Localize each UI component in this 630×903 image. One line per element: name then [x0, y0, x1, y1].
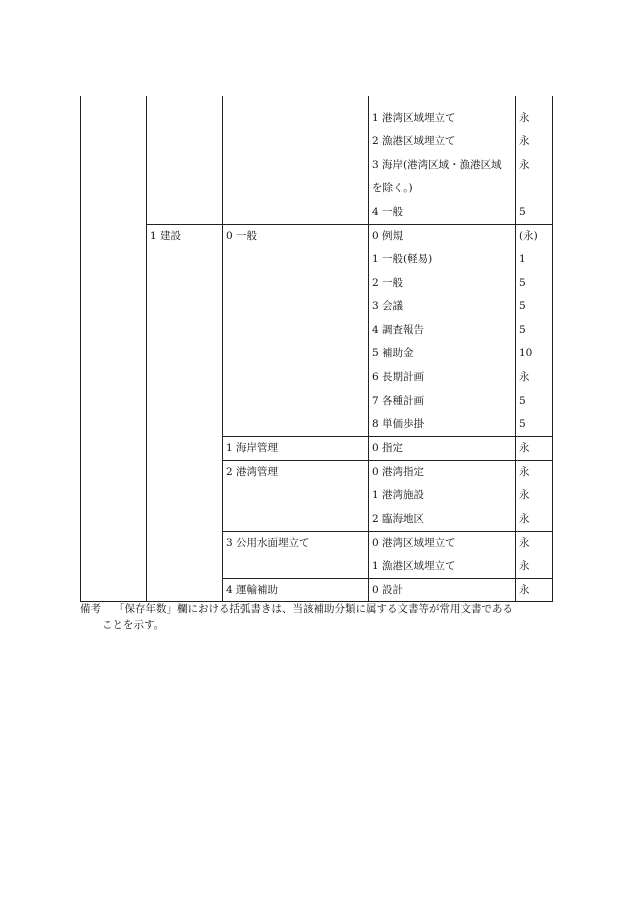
table-row [81, 272, 553, 296]
cell-c3 [223, 342, 369, 366]
cell-c3 [223, 96, 369, 107]
cell-c4 [369, 224, 516, 248]
cell-c4 [369, 107, 516, 131]
cell-c4 [369, 413, 516, 437]
table-row [81, 342, 553, 366]
cell-c5 [516, 130, 553, 154]
cell-c3 [223, 484, 369, 508]
cell-text: 5 [519, 300, 526, 313]
cell-c2 [147, 272, 223, 296]
cell-c4 [369, 201, 516, 225]
cell-text: 5 [519, 323, 526, 336]
cell-c1 [81, 272, 147, 296]
cell-c1 [81, 130, 147, 154]
cell-c5 [516, 224, 553, 248]
cell-text: 4 運輸補助 [226, 583, 279, 596]
cell-c1 [81, 342, 147, 366]
cell-text: 0 設計 [372, 583, 404, 596]
cell-c1 [81, 390, 147, 414]
cell-text: を除く。) [372, 182, 413, 195]
cell-c5 [516, 342, 553, 366]
cell-c5 [516, 366, 553, 390]
cell-text: 10 [519, 347, 533, 360]
cell-c2 [147, 390, 223, 414]
cell-text: 1 一般(軽易) [372, 253, 433, 266]
table-row [81, 154, 553, 178]
cell-c2 [147, 224, 223, 248]
table-row [81, 390, 553, 414]
cell-c5 [516, 248, 553, 272]
cell-c3 [223, 107, 369, 131]
cell-c4 [369, 531, 516, 555]
cell-c5 [516, 201, 553, 225]
cell-c2 [147, 107, 223, 131]
cell-text: 1 [519, 253, 526, 266]
cell-c1 [81, 295, 147, 319]
cell-c5 [516, 295, 553, 319]
cell-text: 5 [519, 205, 526, 218]
cell-c2 [147, 201, 223, 225]
cell-text: 永 [519, 489, 530, 501]
cell-c3 [223, 390, 369, 414]
cell-c3 [223, 201, 369, 225]
cell-text: 2 漁港区域埋立て [372, 135, 456, 148]
cell-c4 [369, 295, 516, 319]
cell-text: 永 [519, 559, 530, 572]
cell-text: 0 例規 [372, 229, 404, 242]
table-row [81, 319, 553, 343]
cell-c1 [81, 224, 147, 248]
table-row [81, 177, 553, 201]
cell-text: 永 [519, 135, 530, 148]
cell-c5 [516, 177, 553, 201]
cell-c2 [147, 531, 223, 555]
table-row [81, 107, 553, 131]
cell-c3 [223, 319, 369, 343]
cell-c2 [147, 508, 223, 532]
cell-text: 永 [519, 158, 530, 171]
cell-c4 [369, 177, 516, 201]
cell-c4 [369, 484, 516, 508]
cell-c4 [369, 272, 516, 296]
table-row [81, 96, 553, 107]
cell-c3 [223, 366, 369, 390]
cell-c2 [147, 460, 223, 484]
cell-c1 [81, 248, 147, 272]
cell-c4 [369, 578, 516, 602]
cell-c4 [369, 248, 516, 272]
table-row [81, 437, 553, 461]
table-row [81, 413, 553, 437]
cell-text: 1 漁港区域埋立て [372, 559, 456, 572]
cell-c2 [147, 437, 223, 461]
cell-text: 永 [519, 536, 530, 549]
cell-text: 永 [519, 465, 530, 478]
remark-text-line-2: ことを示す。 [102, 619, 165, 631]
cell-c3 [223, 154, 369, 178]
cell-c1 [81, 366, 147, 390]
table-row [81, 201, 553, 225]
cell-text: 0 一般 [226, 229, 258, 242]
cell-c3 [223, 437, 369, 461]
cell-c5 [516, 107, 553, 131]
cell-text: 4 一般 [372, 205, 404, 218]
cell-c4 [369, 154, 516, 178]
cell-c4 [369, 319, 516, 343]
cell-text: 永 [519, 371, 530, 384]
cell-c2 [147, 130, 223, 154]
cell-text: 6 長期計画 [372, 371, 425, 384]
cell-c2 [147, 484, 223, 508]
cell-text: 0 指定 [372, 442, 404, 455]
cell-c1 [81, 578, 147, 602]
cell-c2 [147, 177, 223, 201]
cell-c2 [147, 342, 223, 366]
cell-c4 [369, 437, 516, 461]
cell-text: 4 調査報告 [372, 323, 425, 336]
cell-c1 [81, 413, 147, 437]
table-row [81, 460, 553, 484]
remark-label: 備考 [80, 603, 101, 615]
cell-c3 [223, 130, 369, 154]
cell-text: 1 港湾施設 [372, 489, 425, 501]
cell-c2 [147, 96, 223, 107]
cell-text: 1 建設 [150, 229, 182, 242]
cell-c5 [516, 413, 553, 437]
cell-text: 0 港湾指定 [372, 465, 425, 478]
cell-c1 [81, 154, 147, 178]
cell-text: 3 海岸(港湾区域・漁港区域 [372, 158, 502, 171]
cell-text: 8 単価歩掛 [372, 418, 425, 431]
cell-text: 1 海岸管理 [226, 442, 279, 455]
cell-text: 3 公用水面埋立て [226, 536, 310, 549]
cell-text: 永 [519, 512, 530, 525]
cell-c5 [516, 390, 553, 414]
cell-c4 [369, 460, 516, 484]
cell-text: 5 補助金 [372, 347, 414, 360]
table-row [81, 224, 553, 248]
cell-c4 [369, 130, 516, 154]
table-row [81, 508, 553, 532]
cell-c3 [223, 272, 369, 296]
cell-c4 [369, 366, 516, 390]
table-row [81, 578, 553, 602]
cell-c2 [147, 366, 223, 390]
cell-c1 [81, 508, 147, 532]
table-row [81, 295, 553, 319]
cell-c5 [516, 319, 553, 343]
cell-text: 永 [519, 442, 530, 455]
cell-c4 [369, 508, 516, 532]
cell-c3 [223, 248, 369, 272]
cell-text: 7 各種計画 [372, 394, 425, 407]
cell-c1 [81, 437, 147, 461]
cell-text: 0 港湾区域埋立て [372, 536, 456, 549]
table-row [81, 130, 553, 154]
cell-c4 [369, 555, 516, 579]
cell-c1 [81, 555, 147, 579]
cell-c2 [147, 413, 223, 437]
cell-c3 [223, 578, 369, 602]
cell-c3 [223, 460, 369, 484]
cell-text: 2 一般 [372, 276, 404, 289]
cell-c1 [81, 460, 147, 484]
cell-c1 [81, 177, 147, 201]
cell-c2 [147, 295, 223, 319]
cell-c5 [516, 272, 553, 296]
cell-c5 [516, 437, 553, 461]
cell-c2 [147, 578, 223, 602]
cell-c5 [516, 531, 553, 555]
cell-c1 [81, 201, 147, 225]
cell-text: 永 [519, 111, 530, 124]
cell-c3 [223, 295, 369, 319]
table-row [81, 555, 553, 579]
cell-c5 [516, 555, 553, 579]
cell-c5 [516, 96, 553, 107]
cell-text: 2 臨海地区 [372, 512, 425, 525]
table-row [81, 366, 553, 390]
cell-c5 [516, 484, 553, 508]
cell-c4 [369, 96, 516, 107]
cell-c5 [516, 508, 553, 532]
cell-c1 [81, 484, 147, 508]
cell-c4 [369, 342, 516, 366]
cell-text: 5 [519, 276, 526, 289]
cell-text: 1 港湾区域埋立て [372, 111, 456, 124]
table-row [81, 248, 553, 272]
cell-text: 5 [519, 418, 526, 431]
cell-c3 [223, 555, 369, 579]
cell-text: 2 港湾管理 [226, 465, 279, 478]
cell-c3 [223, 177, 369, 201]
table-row [81, 484, 553, 508]
remark-text-line-1: 「保存年数」欄における括弧書きは、当該補助分類に属する文書等が常用文書である [114, 603, 513, 615]
cell-c3 [223, 413, 369, 437]
table-row [81, 531, 553, 555]
cell-text: (永) [519, 229, 538, 242]
cell-c5 [516, 578, 553, 602]
cell-text: 永 [519, 583, 530, 596]
cell-text: 3 会議 [372, 300, 404, 313]
cell-c3 [223, 224, 369, 248]
cell-c5 [516, 154, 553, 178]
cell-c1 [81, 319, 147, 343]
cell-c1 [81, 96, 147, 107]
cell-c3 [223, 531, 369, 555]
cell-c5 [516, 460, 553, 484]
cell-c4 [369, 390, 516, 414]
cell-c3 [223, 508, 369, 532]
cell-c1 [81, 531, 147, 555]
cell-text: 5 [519, 394, 526, 407]
cell-c2 [147, 319, 223, 343]
cell-c1 [81, 107, 147, 131]
retention-schedule-table [80, 96, 553, 602]
cell-c2 [147, 248, 223, 272]
cell-c2 [147, 154, 223, 178]
cell-c2 [147, 555, 223, 579]
